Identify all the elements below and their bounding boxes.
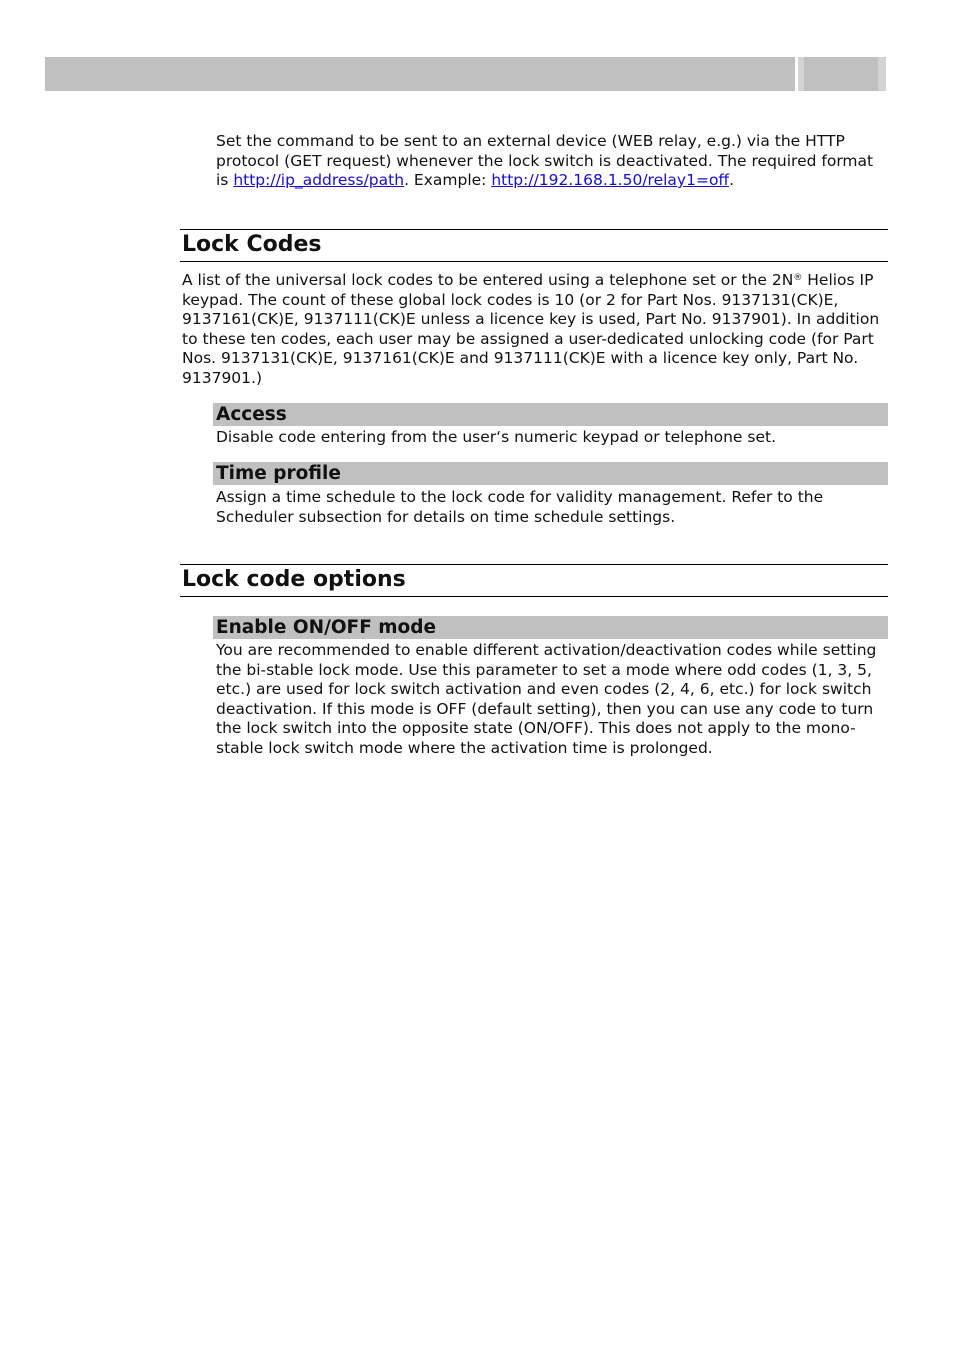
- intro-text: Set the command to be sent to an external device (WEB relay, e.g.) via the HTTP protocol (GET request) whenever the lock switch is deactivated. The required format is: [216, 132, 874, 189]
- header-bar-edge: [878, 57, 886, 91]
- registered-mark: ®: [793, 273, 803, 283]
- lock-codes-text: A list of the universal lock codes to be entered using a telephone set or the 2N: [182, 271, 794, 289]
- format-link[interactable]: http://ip_address/path: [233, 171, 405, 189]
- lock-codes-description: [182, 271, 888, 388]
- header-bar-main: [45, 57, 795, 91]
- lock-codes-text-continued: Helios IP keypad. The count of these global lock codes is 10 (or 2 for Part Nos. 9137131(CK)E, 9137161(CK)E, 9137111(CK)E unless a licence key is used, Part No. 9137901). In addition to these ten codes, each user may be assigned a user-dedicated unlocking code (for Part Nos. 9137131(CK)E, 9137161(CK)E and 9137111(CK)E with a licence key only, Part No. 9137901.): [182, 271, 880, 387]
- enable-on-off-mode-description: You are recommended to enable different activation/deactivation codes while setting the bi-stable lock mode. Use this parameter to set a mode where odd codes (1, 3, 5, etc.) are used for lock switch activation and even codes (2, 4, 6, etc.) for lock switch deactivation. If this mode is OFF (default setting), then you can use any code to turn the lock switch into the opposite state (ON/OFF). This does not apply to the mono-stable lock switch mode where the activation time is prolonged.: [216, 641, 877, 757]
- intro-text-end: .: [729, 171, 735, 189]
- enable-on-off-mode-heading: Enable ON/OFF mode: [213, 616, 888, 639]
- header-page-number-box: [804, 57, 878, 91]
- intro-text-middle: . Example:: [404, 171, 492, 189]
- lock-code-options-heading: Lock code options: [180, 564, 888, 597]
- lock-codes-heading: Lock Codes: [180, 229, 888, 262]
- access-heading: Access: [213, 403, 888, 426]
- time-profile-heading: Time profile: [213, 462, 888, 485]
- intro-paragraph: [216, 132, 888, 191]
- access-description: Disable code entering from the user‘s numeric keypad or telephone set.: [216, 428, 777, 446]
- example-link[interactable]: http://192.168.1.50/relay1=off: [491, 171, 730, 189]
- time-profile-description: Assign a time schedule to the lock code for validity management. Refer to the Scheduler subsection for details on time schedule settings.: [216, 488, 824, 526]
- page-header-bar: [45, 57, 886, 91]
